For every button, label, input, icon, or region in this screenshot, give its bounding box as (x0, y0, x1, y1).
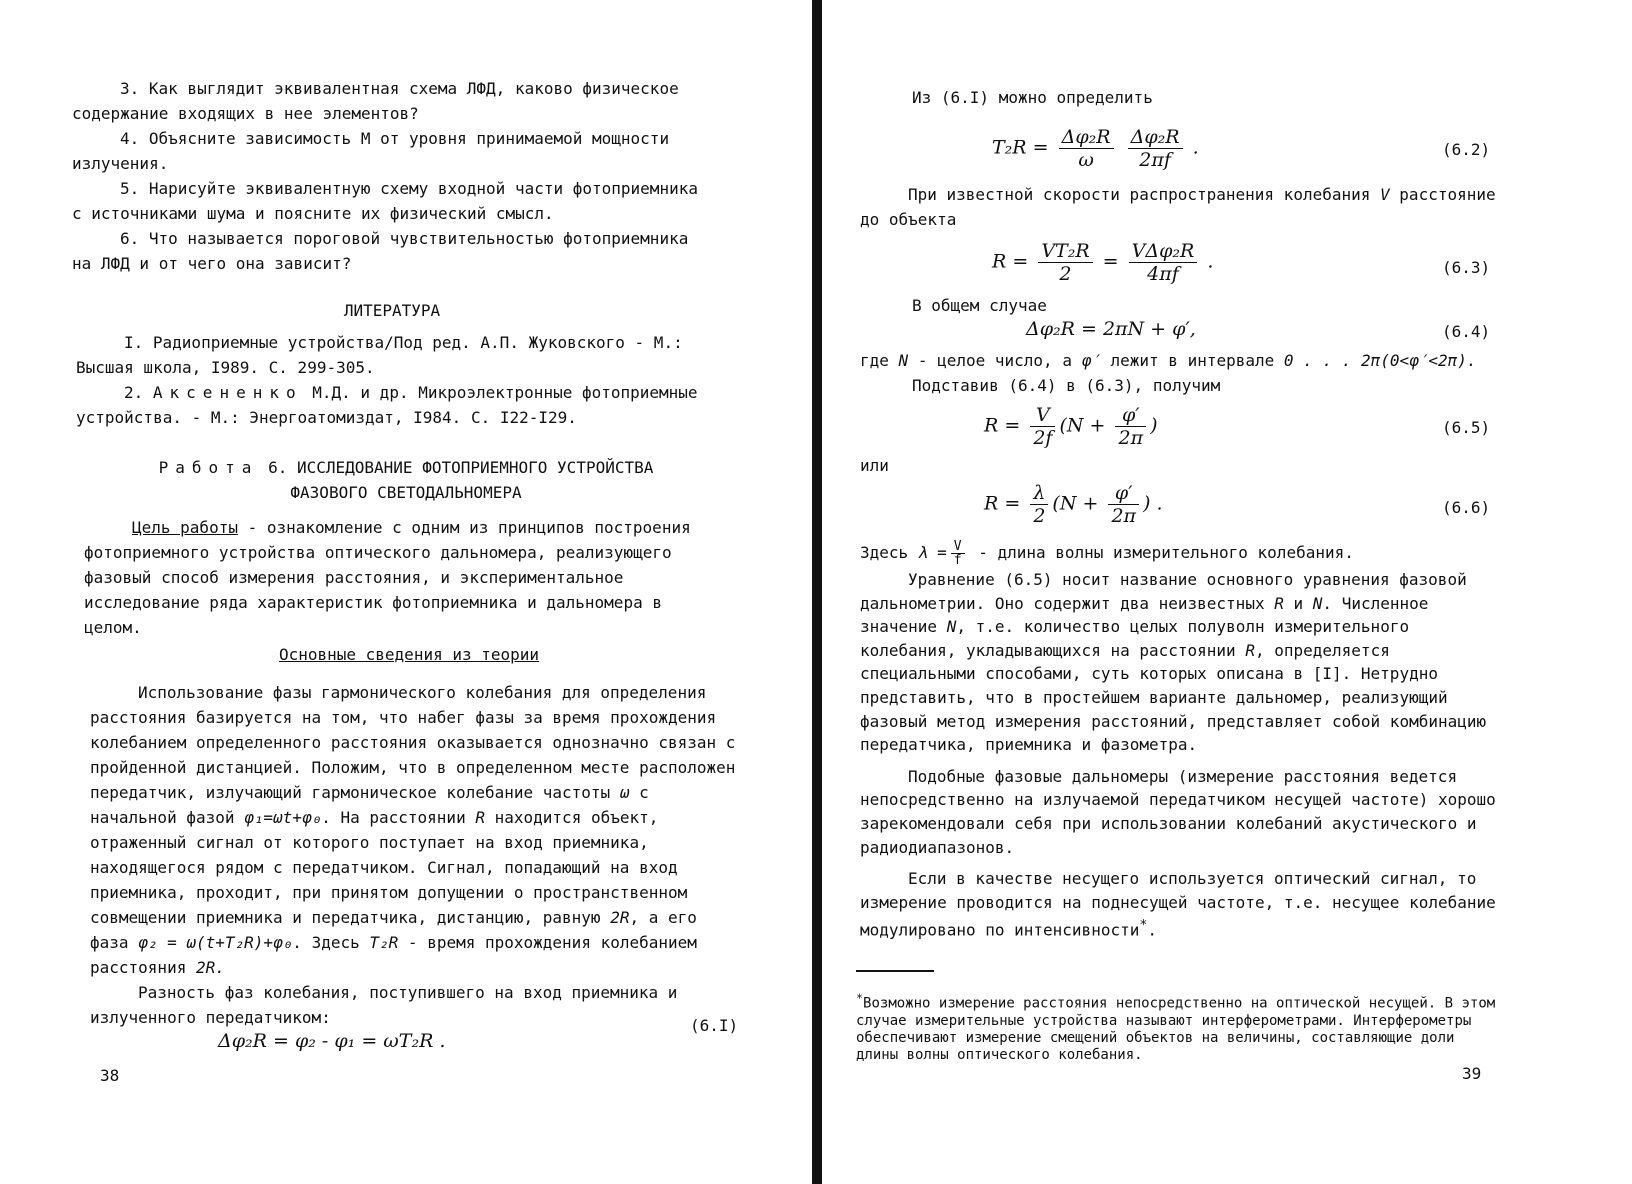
intro-line: Из (6.I) можно определить (912, 88, 1153, 107)
theory-heading: Основные сведения из теории (278, 645, 540, 664)
equation-6-1: Δφ₂R = φ₂ - φ₁ = ωT₂R . (218, 1030, 446, 1052)
work-title-line-1: 6. ИССЛЕДОВАНИЕ ФОТОПРИЕМНОГО УСТРОЙСТВА (268, 458, 654, 477)
page-number-left: 38 (100, 1066, 120, 1085)
book-gutter (812, 0, 822, 1184)
equation-6-2: T₂R = $\frac{\text{Δφ₂R}}{\omega}$ $\frac{\text{Δφ₂R}}{2\pi f}$ . (992, 126, 1199, 171)
literature-heading: ЛИТЕРАТУРА (343, 301, 441, 320)
equation-6-4-number: (6.4) (1442, 322, 1491, 341)
theory-paragraph-2: Разность фаз колебания, поступившего на вход приемника и излученного передатчиком: (90, 983, 678, 1027)
review-questions (72, 76, 712, 276)
goal-text: - ознакомление с одним из принципов построения фотоприемного устройства оптического дальномера, реализующего фазовый способ измерения расстояния, и экспериментальное исследование ряда характеристик фотоприемника и дальномера в целом. (84, 518, 691, 637)
equation-6-4: Δφ₂R = 2πN + φ′, (1026, 318, 1196, 340)
goal-paragraph (84, 515, 724, 640)
reference-2-author: Аксененко (152, 383, 303, 402)
substitute-line: Подставив (6.4) в (6.3), получим (912, 376, 1221, 395)
or-line: или (860, 456, 889, 475)
equation-6-3: R = $\frac{\text{VT₂R}}{2}$ = $\frac{\text{VΔφ₂R}}{4\pi f}$ . (992, 240, 1214, 285)
paragraph-fundamental-equation: Уравнение (6.5) носит название основного уравнения фазовой дальнометрии. Оно содержит два неизвестных R и N. Численное значение N, т.е. количество целых полуволн измерительного колебания, укладывающихся на расстоянии R, определяется специальными способами, суть которых описана в [I]. Нетрудно представить, что в простейшем варианте дальномер, реализующий фазовый метод измерения расстояний, представляет собой комбинацию передатчика, приемника и фазометра. (860, 570, 1487, 755)
equation-6-5: R = $\frac{V}{2f}$ (N + $\frac{\varphi'}{2\pi}$ ) (984, 404, 1158, 449)
main-text (860, 568, 1508, 942)
reference-1: I. Радиоприемные устройства/Под ред. А.П. Жуковского - М.: Высшая школа, I989. С. 299-305. (76, 333, 683, 377)
paragraph-optical-signal: Если в качестве несущего используется оптический сигнал, то измерение проводится на поднесущей частоте, т.е. несущее колебание модулировано по интенсивности*. (860, 869, 1496, 940)
right-page (828, 0, 1632, 1184)
footnote: *Возможно измерение расстояния непосредственно на оптической несущей. В этом случае измерительные устройства называют интерферометрами. Интерферометры обеспечивают измерение смещений объектов на величины, составляющие доли длины волны оптического колебания. (856, 991, 1496, 1063)
question-4: 4. Объясните зависимость М от уровня принимаемой мощности излучения. (72, 129, 670, 173)
left-page (0, 0, 800, 1184)
goal-label: Цель работы (132, 518, 238, 537)
equation-6-3-number: (6.3) (1442, 258, 1491, 277)
equation-6-2-number: (6.2) (1442, 140, 1491, 159)
reference-2: 2. Аксененко М.Д. и др. Микроэлектронные фотоприемные устройства. - М.: Энергоатомиздат, I984. С. I22-I29. (76, 383, 698, 427)
equation-6-6-number: (6.6) (1442, 498, 1491, 517)
theory-paragraph-1: Использование фазы гармонического колебания для определения расстояния базируется на том, что набег фазы за время прохождения колебанием определенного расстояния оказывается однозначно связан с пройденной дистанцией. Положим, что в определенном месте расположен передатчик, излучающий гармоническое колебание частоты ω с начальной фазой φ₁=ωt+φ₀. На расстоянии R находится объект, отраженный сигнал от которого поступает на вход приемника, находящегося рядом с передатчиком. Сигнал, попадающий на вход приемника, проходит, при принятом допущении о пространственном совмещении приемника и передатчика, дистанцию, равную 2R, а его фаза φ₂ = ω(t+T₂R)+φ₀. Здесь T₂R - время прохождения колебанием расстояния 2R. (90, 683, 736, 977)
where-line: где N - целое число, а φ′ лежит в интервале 0 . . . 2π(0<φ′<2π). (860, 351, 1477, 370)
work-label: Работа (158, 458, 259, 477)
equation-6-1-number: (6.I) (690, 1016, 739, 1035)
question-6: 6. Что называется пороговой чувствительностью фотоприемника на ЛФД и от чего она зависит? (72, 229, 689, 273)
equation-6-6: R = $\frac{\lambda}{2}$ (N + $\frac{\varphi'}{2\pi}$ ) . (984, 482, 1163, 527)
question-3: 3. Как выглядит эквивалентная схема ЛФД, каково физическое содержание входящих в нее элементов? (72, 79, 679, 123)
question-5: 5. Нарисуйте эквивалентную схему входной части фотоприемника с источниками шума и поясните их физический смысл. (72, 179, 698, 223)
general-case: В общем случае (912, 296, 1047, 315)
speed-paragraph: При известной скорости распространения колебания V расстояние до объекта (860, 185, 1496, 229)
wavelength-line: Здесь λ = $\frac{V}{f}$ - длина волны измерительного колебания. (860, 539, 1354, 568)
work-title-line-2: ФАЗОВОГО СВЕТОДАЛЬНОМЕРА (290, 483, 522, 502)
theory-text (90, 680, 740, 1030)
equation-6-5-number: (6.5) (1442, 418, 1491, 437)
paragraph-phase-rangefinders: Подобные фазовые дальномеры (измерение расстояния ведется непосредственно на излучаемой передатчиком несущей частоте) хорошо зарекомендовали себя при использовании колебаний акустического и радиодиапазонов. (860, 766, 1496, 857)
footnote-separator (856, 970, 934, 972)
work-title (76, 455, 736, 505)
literature-list (76, 330, 716, 430)
page-number-right: 39 (1462, 1064, 1482, 1083)
